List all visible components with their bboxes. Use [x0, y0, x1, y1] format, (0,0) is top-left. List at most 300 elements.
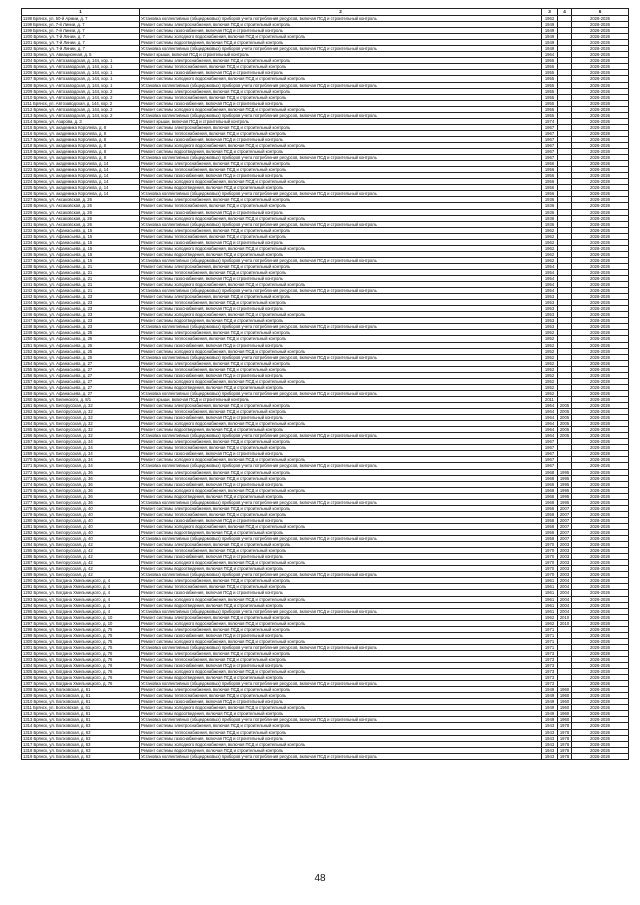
address-cell: 1238 Брянск, ул. Афанасьева, д. 21 [22, 263, 140, 269]
build-year-cell: 1952 [542, 390, 558, 396]
reconstruction-year-cell: 2007 [558, 523, 572, 529]
work-type-cell: Ремонт системы электроснабжения, включая ПСД и строительный контроль [140, 294, 542, 300]
build-year-cell: 1956 [542, 161, 558, 167]
address-cell: 1271 Брянск, ул. Белорусская, д. 34 [22, 463, 140, 469]
build-year-cell: 1952 [542, 330, 558, 336]
build-year-cell: 1952 [542, 360, 558, 366]
repair-period-cell: 2026-2026 [572, 481, 629, 487]
build-year-cell: 1968 [542, 493, 558, 499]
repair-period-cell: 2026-2026 [572, 463, 629, 469]
work-type-cell: Ремонт системы газоснабжения, включая ПСД и строительный контроль [140, 306, 542, 312]
build-year-cell: 1961 [542, 584, 558, 590]
work-type-cell: Ремонт системы теплоснабжения, включая ПСД и строительный контроль [140, 64, 542, 70]
work-type-cell: Ремонт системы холодного водоснабжения, включая ПСД и строительный контроль [140, 76, 542, 82]
work-type-cell: Ремонт системы холодного водоснабжения, включая ПСД и строительный контроль [140, 215, 542, 221]
build-year-cell: 1956 [542, 185, 558, 191]
build-year-cell: 1949 [542, 699, 558, 705]
address-cell: 1309 Брянск, ул. Болховская, д. 61 [22, 693, 140, 699]
address-cell: 1259 Брянск, ул. Афанасьева, д. 27 [22, 390, 140, 396]
address-cell: 1246 Брянск, ул. Афанасьева, д. 23 [22, 312, 140, 318]
address-cell: 1215 Брянск, ул. академика Королева, д. 8 [22, 124, 140, 130]
address-cell: 1225 Брянск, ул. академика Королева, д. 14 [22, 185, 140, 191]
reconstruction-year-cell: 1978 [558, 723, 572, 729]
build-year-cell: 1970 [542, 560, 558, 566]
work-type-cell: Ремонт системы теплоснабжения, включая ПСД и строительный контроль [140, 475, 542, 481]
reconstruction-year-cell: 2003 [558, 572, 572, 578]
reconstruction-year-cell: 1978 [558, 741, 572, 747]
address-cell: 1272 Брянск, ул. Белорусская, д. 36 [22, 469, 140, 475]
reconstruction-year-cell: 2005 [558, 403, 572, 409]
work-type-cell: Ремонт системы газоснабжения, включая ПСД и строительный контроль [140, 451, 542, 457]
repair-period-cell: 2026-2026 [572, 741, 629, 747]
work-type-cell: Ремонт системы холодного водоснабжения, включая ПСД и строительный контроль [140, 245, 542, 251]
work-type-cell: Ремонт системы холодного водоснабжения, включая ПСД и строительный контроль [140, 669, 542, 675]
address-cell: 1252 Брянск, ул. Афанасьева, д. 25 [22, 348, 140, 354]
build-year-cell: 1952 [542, 336, 558, 342]
address-cell: 1221 Брянск, ул. академика Королева, д. 14 [22, 161, 140, 167]
address-cell: 1206 Брянск, ул. Автозаводская, д. 144, кор. 1 [22, 70, 140, 76]
address-cell: 1267 Брянск, ул. Белорусская, д. 34 [22, 439, 140, 445]
build-year-cell: 1967 [542, 451, 558, 457]
repair-period-cell: 2026-2026 [572, 58, 629, 64]
address-cell: 1263 Брянск, ул. Белорусская, д. 32 [22, 415, 140, 421]
repair-period-cell: 2026-2026 [572, 40, 629, 46]
address-cell: 1273 Брянск, ул. Белорусская, д. 36 [22, 475, 140, 481]
address-cell: 1255 Брянск, ул. Афанасьева, д. 27 [22, 366, 140, 372]
address-cell: 1239 Брянск, ул. Афанасьева, д. 21 [22, 269, 140, 275]
build-year-cell: 1967 [542, 155, 558, 161]
repair-period-cell: 2026-2026 [572, 596, 629, 602]
work-type-cell: Ремонт системы электроснабжения, включая ПСД и строительный контроль [140, 330, 542, 336]
work-type-cell: Установка коллективных (общедомовых) приборов учета потребления ресурсов, включая ПСД и строительный контроль [140, 288, 542, 294]
work-type-cell: Ремонт системы водоотведения, включая ПСД и строительный контроль [140, 185, 542, 191]
reconstruction-year-cell: 2007 [558, 517, 572, 523]
build-year-cell: 1970 [542, 542, 558, 548]
reconstruction-year-cell: 2003 [558, 560, 572, 566]
build-year-cell: 1968 [542, 481, 558, 487]
address-cell: 1302 Брянск, ул. Богдана Хмельницкого, д. 76 [22, 650, 140, 656]
repair-period-cell: 2026-2026 [572, 288, 629, 294]
reconstruction-year-cell: 1995 [558, 481, 572, 487]
address-cell: 1211 Брянск, ул. Автозаводская, д. 144, кор. 2 [22, 100, 140, 106]
build-year-cell: 1949 [542, 34, 558, 40]
build-year-cell: 1970 [542, 554, 558, 560]
work-type-cell: Ремонт системы холодного водоснабжения, включая ПСД и строительный контроль [140, 142, 542, 148]
repair-period-cell: 2026-2026 [572, 390, 629, 396]
build-year-cell: 1954 [542, 269, 558, 275]
work-type-cell: Ремонт крыши, включая ПСД и строительный контроль [140, 396, 542, 402]
build-year-cell: 1958 [542, 505, 558, 511]
repair-period-cell: 2026-2026 [572, 705, 629, 711]
address-cell: 1286 Брянск, ул. Белорусская, д. 42 [22, 554, 140, 560]
build-year-cell: 1954 [542, 263, 558, 269]
address-cell: 1219 Брянск, ул. академика Королева, д. 8 [22, 149, 140, 155]
address-cell: 1205 Брянск, ул. Автозаводская, д. 144, кор. 1 [22, 64, 140, 70]
repair-period-cell: 2026-2026 [572, 451, 629, 457]
repair-period-cell: 2026-2026 [572, 723, 629, 729]
work-type-cell: Ремонт системы холодного водоснабжения, включая ПСД и строительный контроль [140, 312, 542, 318]
repair-period-cell: 2026-2026 [572, 536, 629, 542]
repair-period-cell: 2026-2026 [572, 378, 629, 384]
address-cell: 1258 Брянск, ул. Афанасьева, д. 27 [22, 384, 140, 390]
address-cell: 1230 Брянск, ул. Аксаковская, д. 26 [22, 215, 140, 221]
work-type-cell: Ремонт системы водоотведения, включая ПСД и строительный контроль [140, 40, 542, 46]
address-cell: 1308 Брянск, ул. Болховская, д. 61 [22, 687, 140, 693]
repair-period-cell: 2026-2026 [572, 82, 629, 88]
repair-period-cell: 2026-2026 [572, 167, 629, 173]
reconstruction-year-cell: 2003 [558, 542, 572, 548]
repair-period-cell: 2026-2026 [572, 221, 629, 227]
work-type-cell: Ремонт системы водоотведения, включая ПСД и строительный контроль [140, 251, 542, 257]
repair-period-cell: 2026-2026 [572, 197, 629, 203]
work-type-cell: Ремонт системы теплоснабжения, включая ПСД и строительный контроль [140, 548, 542, 554]
address-cell: 1251 Брянск, ул. Афанасьева, д. 25 [22, 342, 140, 348]
build-year-cell: 1961 [542, 602, 558, 608]
build-year-cell: 1964 [542, 415, 558, 421]
work-type-cell: Ремонт системы теплоснабжения, включая ПСД и строительный контроль [140, 94, 542, 100]
address-cell: 1250 Брянск, ул. Афанасьева, д. 25 [22, 336, 140, 342]
repair-period-cell: 2026-2026 [572, 28, 629, 34]
repair-period-cell: 2026-2026 [572, 161, 629, 167]
repair-period-cell: 2026-2026 [572, 179, 629, 185]
repair-period-cell: 2026-2026 [572, 421, 629, 427]
address-cell: 1283 Брянск, ул. Белорусская, д. 40 [22, 536, 140, 542]
address-cell: 1288 Брянск, ул. Белорусская, д. 42 [22, 566, 140, 572]
build-year-cell: 1953 [542, 306, 558, 312]
work-type-cell: Ремонт системы холодного водоснабжения, включая ПСД и строительный контроль [140, 378, 542, 384]
address-cell: 1254 Брянск, ул. Афанасьева, д. 27 [22, 360, 140, 366]
work-type-cell: Ремонт системы теплоснабжения, включая ПСД и строительный контроль [140, 693, 542, 699]
repair-period-cell: 2026-2026 [572, 499, 629, 505]
work-type-cell: Ремонт системы электроснабжения, включая ПСД и строительный контроль [140, 439, 542, 445]
reconstruction-year-cell: 2004 [558, 584, 572, 590]
build-year-cell: 1962 [542, 239, 558, 245]
reconstruction-year-cell: 1960 [558, 687, 572, 693]
work-type-cell: Ремонт системы водоотведения, включая ПСД и строительный контроль [140, 675, 542, 681]
repair-period-cell: 2026-2026 [572, 330, 629, 336]
work-type-cell: Установка коллективных (общедомовых) приборов учета потребления ресурсов, включая ПСД и строительный контроль [140, 155, 542, 161]
build-year-cell: 1958 [542, 517, 558, 523]
work-type-cell: Ремонт системы теплоснабжения, включая ПСД и строительный контроль [140, 233, 542, 239]
address-cell: 1279 Брянск, ул. Белорусская, д. 40 [22, 511, 140, 517]
build-year-cell: 1968 [542, 487, 558, 493]
repair-period-cell: 2026-2026 [572, 693, 629, 699]
work-type-cell: Установка коллективных (общедомовых) приборов учета потребления ресурсов, включая ПСД и строительный контроль [140, 753, 542, 759]
repair-period-cell: 2026-2026 [572, 560, 629, 566]
build-year-cell: 1973 [542, 663, 558, 669]
work-type-cell: Ремонт системы электроснабжения, включая ПСД и строительный контроль [140, 614, 542, 620]
work-type-cell: Ремонт системы электроснабжения, включая ПСД и строительный контроль [140, 197, 542, 203]
address-cell: 1203 Брянск, ул. Авиационная, д. 5 [22, 52, 140, 58]
work-type-cell: Ремонт системы газоснабжения, включая ПСД и строительный контроль [140, 481, 542, 487]
repair-period-cell: 2026-2026 [572, 124, 629, 130]
work-type-cell: Установка коллективных (общедомовых) приборов учета потребления ресурсов, включая ПСД и строительный контроль [140, 499, 542, 505]
repair-period-cell: 2026-2026 [572, 46, 629, 52]
address-cell: 1249 Брянск, ул. Афанасьева, д. 25 [22, 330, 140, 336]
build-year-cell: 1971 [542, 638, 558, 644]
work-type-cell: Ремонт системы холодного водоснабжения, включая ПСД и строительный контроль [140, 638, 542, 644]
address-cell: 1222 Брянск, ул. академика Королева, д. 14 [22, 167, 140, 173]
work-type-cell: Ремонт системы газоснабжения, включая ПСД и строительный контроль [140, 663, 542, 669]
build-year-cell: 1955 [542, 106, 558, 112]
build-year-cell: 1949 [542, 40, 558, 46]
build-year-cell: 1956 [542, 191, 558, 197]
repair-period-cell: 2026-2026 [572, 52, 629, 58]
reconstruction-year-cell: 1960 [558, 717, 572, 723]
work-type-cell: Ремонт крыши, включая ПСД и строительный контроль [140, 52, 542, 58]
address-cell: 1218 Брянск, ул. академика Королева, д. 8 [22, 142, 140, 148]
work-type-cell: Ремонт системы водоотведения, включая ПСД и строительный контроль [140, 384, 542, 390]
address-cell: 1266 Брянск, ул. Белорусская, д. 32 [22, 433, 140, 439]
table-body [22, 16, 629, 760]
build-year-cell: 1973 [542, 681, 558, 687]
build-year-cell: 1954 [542, 282, 558, 288]
address-cell: 1310 Брянск, ул. Болховская, д. 61 [22, 699, 140, 705]
address-cell: 1314 Брянск, ул. Болховская, д. 63 [22, 723, 140, 729]
address-cell: 1262 Брянск, ул. Белорусская, д. 32 [22, 409, 140, 415]
reconstruction-year-cell: 2005 [558, 415, 572, 421]
build-year-cell: 1968 [542, 499, 558, 505]
repair-period-cell: 2026-2026 [572, 34, 629, 40]
repair-period-cell: 2026-2026 [572, 699, 629, 705]
repair-period-cell: 2026-2026 [572, 64, 629, 70]
work-type-cell: Ремонт системы электроснабжения, включая ПСД и строительный контроль [140, 124, 542, 130]
repair-period-cell: 2026-2026 [572, 239, 629, 245]
build-year-cell: 1962 [542, 620, 558, 626]
build-year-cell: 1955 [542, 88, 558, 94]
work-type-cell: Установка коллективных (общедомовых) приборов учета потребления ресурсов, включая ПСД и строительный контроль [140, 82, 542, 88]
build-year-cell: 1967 [542, 439, 558, 445]
repair-period-cell: 2026-2026 [572, 251, 629, 257]
build-year-cell: 1958 [542, 511, 558, 517]
work-type-cell: Ремонт системы электроснабжения, включая ПСД и строительный контроль [140, 161, 542, 167]
address-cell: 1294 Брянск, ул. Богдана Хмельницкого, д. 4 [22, 602, 140, 608]
address-cell: 1307 Брянск, ул. Богдана Хмельницкого, д. 76 [22, 681, 140, 687]
repair-period-cell: 2026-2026 [572, 203, 629, 209]
reconstruction-year-cell: 1995 [558, 469, 572, 475]
build-year-cell: 1964 [542, 403, 558, 409]
address-cell: 1276 Брянск, ул. Белорусская, д. 36 [22, 493, 140, 499]
address-cell: 1235 Брянск, ул. Афанасьева, д. 15 [22, 245, 140, 251]
work-type-cell: Ремонт системы газоснабжения, включая ПСД и строительный контроль [140, 517, 542, 523]
build-year-cell: 1971 [542, 632, 558, 638]
work-type-cell: Ремонт системы водоотведения, включая ПСД и строительный контроль [140, 747, 542, 753]
repair-period-cell: 2026-2026 [572, 396, 629, 402]
repair-period-cell: 2026-2026 [572, 118, 629, 124]
work-type-cell: Ремонт системы водоотведения, включая ПСД и строительный контроль [140, 318, 542, 324]
build-year-cell: 1973 [542, 675, 558, 681]
work-type-cell: Ремонт системы электроснабжения, включая ПСД и строительный контроль [140, 626, 542, 632]
repair-period-cell: 2026-2026 [572, 433, 629, 439]
address-cell: 1227 Брянск, ул. Аксаковская, д. 26 [22, 197, 140, 203]
repair-period-cell: 2026-2026 [572, 717, 629, 723]
reconstruction-year-cell: 2010 [558, 620, 572, 626]
repair-period-cell: 2026-2026 [572, 735, 629, 741]
repair-period-cell: 2026-2026 [572, 505, 629, 511]
address-cell: 1209 Брянск, ул. Автозаводская, д. 144, кор. 2 [22, 88, 140, 94]
work-type-cell: Ремонт системы холодного водоснабжения, включая ПСД и строительный контроль [140, 421, 542, 427]
work-type-cell: Установка коллективных (общедомовых) приборов учета потребления ресурсов, включая ПСД и строительный контроль [140, 717, 542, 723]
repair-period-cell: 2026-2026 [572, 584, 629, 590]
repair-period-cell: 2026-2026 [572, 318, 629, 324]
work-type-cell: Ремонт системы теплоснабжения, включая ПСД и строительный контроль [140, 300, 542, 306]
work-type-cell: Ремонт системы теплоснабжения, включая ПСД и строительный контроль [140, 336, 542, 342]
build-year-cell: 1971 [542, 626, 558, 632]
build-year-cell: 1967 [542, 457, 558, 463]
work-type-cell: Установка коллективных (общедомовых) приборов учета потребления ресурсов, включая ПСД и строительный контроль [140, 112, 542, 118]
address-cell: 1296 Брянск, ул. Богдана Хмельницкого, д. 10 [22, 614, 140, 620]
build-year-cell: 1958 [542, 536, 558, 542]
repair-period-cell: 2026-2026 [572, 360, 629, 366]
address-cell: 1234 Брянск, ул. Афанасьева, д. 15 [22, 239, 140, 245]
work-type-cell: Ремонт системы газоснабжения, включая ПСД и строительный контроль [140, 209, 542, 215]
build-year-cell: 1968 [542, 475, 558, 481]
work-type-cell: Ремонт крыши, включая ПСД и строительный контроль [140, 118, 542, 124]
work-type-cell: Ремонт системы водоотведения, включая ПСД и строительный контроль [140, 149, 542, 155]
work-type-cell: Ремонт системы водоотведения, включая ПСД и строительный контроль [140, 566, 542, 572]
build-year-cell: 1973 [542, 650, 558, 656]
address-cell: 1243 Брянск, ул. Афанасьева, д. 23 [22, 294, 140, 300]
work-type-cell: Установка коллективных (общедомовых) приборов учета потребления ресурсов, включая ПСД и строительный контроль [140, 390, 542, 396]
repair-period-cell: 2026-2026 [572, 227, 629, 233]
build-year-cell: 1949 [542, 693, 558, 699]
address-cell: 1199 Брянск, ул. 7-й Линии, д. 7 [22, 22, 140, 28]
repair-period-cell: 2026-2026 [572, 100, 629, 106]
build-year-cell: 1949 [542, 46, 558, 52]
address-cell: 1261 Брянск, ул. Белорусская, д. 32 [22, 403, 140, 409]
work-type-cell: Ремонт системы холодного водоснабжения, включая ПСД и строительный контроль [140, 106, 542, 112]
header-col-3: 3 [542, 9, 558, 16]
repair-period-cell: 2026-2026 [572, 487, 629, 493]
address-cell: 1293 Брянск, ул. Богдана Хмельницкого, д. 4 [22, 596, 140, 602]
build-year-cell: 1967 [542, 142, 558, 148]
address-cell: 1316 Брянск, ул. Болховская, д. 63 [22, 735, 140, 741]
work-type-cell: Ремонт системы водоотведения, включая ПСД и строительный контроль [140, 493, 542, 499]
build-year-cell: 1936 [542, 209, 558, 215]
repair-period-cell: 2026-2026 [572, 155, 629, 161]
repair-period-cell: 2026-2026 [572, 602, 629, 608]
repair-period-cell: 2026-2026 [572, 590, 629, 596]
address-cell: 1228 Брянск, ул. Аксаковская, д. 26 [22, 203, 140, 209]
header-col-5: 6 [572, 9, 629, 16]
repair-period-cell: 2026-2026 [572, 403, 629, 409]
work-type-cell: Ремонт системы теплоснабжения, включая ПСД и строительный контроль [140, 203, 542, 209]
reconstruction-year-cell: 2005 [558, 427, 572, 433]
repair-period-cell: 2026-2026 [572, 650, 629, 656]
work-type-cell: Ремонт системы холодного водоснабжения, включая ПСД и строительный контроль [140, 560, 542, 566]
build-year-cell: 1962 [542, 233, 558, 239]
address-cell: 1214 Брянск, ул. Азарова, д. 3 [22, 118, 140, 124]
reconstruction-year-cell: 2005 [558, 433, 572, 439]
reconstruction-year-cell: 1995 [558, 487, 572, 493]
build-year-cell: 1936 [542, 221, 558, 227]
address-cell: 1223 Брянск, ул. академика Королева, д. 14 [22, 173, 140, 179]
work-type-cell: Ремонт системы теплоснабжения, включая ПСД и строительный контроль [140, 445, 542, 451]
address-cell: 1270 Брянск, ул. Белорусская, д. 34 [22, 457, 140, 463]
work-type-cell: Установка коллективных (общедомовых) приборов учета потребления ресурсов, включая ПСД и строительный контроль [140, 354, 542, 360]
address-cell: 1301 Брянск, ул. Богдана Хмельницкого, д. 75 [22, 644, 140, 650]
work-type-cell: Ремонт системы теплоснабжения, включая ПСД и строительный контроль [140, 584, 542, 590]
build-year-cell: 1943 [542, 729, 558, 735]
build-year-cell: 1967 [542, 463, 558, 469]
address-cell: 1318 Брянск, ул. Болховская, д. 63 [22, 747, 140, 753]
address-cell: 1305 Брянск, ул. Богдана Хмельницкого, д. 76 [22, 669, 140, 675]
repair-period-cell: 2026-2026 [572, 215, 629, 221]
build-year-cell: 1953 [542, 294, 558, 300]
build-year-cell: 1955 [542, 70, 558, 76]
address-cell: 1245 Брянск, ул. Афанасьева, д. 23 [22, 306, 140, 312]
address-cell: 1287 Брянск, ул. Белорусская, д. 42 [22, 560, 140, 566]
repair-period-cell: 2026-2026 [572, 324, 629, 330]
repair-period-cell: 2026-2026 [572, 511, 629, 517]
work-type-cell: Ремонт системы теплоснабжения, включая ПСД и строительный контроль [140, 269, 542, 275]
repair-period-cell: 2026-2026 [572, 306, 629, 312]
reconstruction-year-cell: 2003 [558, 566, 572, 572]
repair-period-cell: 2026-2026 [572, 614, 629, 620]
address-cell: 1241 Брянск, ул. Афанасьева, д. 21 [22, 282, 140, 288]
repair-period-cell: 2026-2026 [572, 457, 629, 463]
repair-period-cell: 2026-2026 [572, 753, 629, 759]
work-type-cell: Установка коллективных (общедомовых) приборов учета потребления ресурсов, включая ПСД и строительный контроль [140, 681, 542, 687]
address-cell: 1274 Брянск, ул. Белорусская, д. 36 [22, 481, 140, 487]
address-cell: 1199 Брянск, ул. 7-й Линии, д. 7 [22, 28, 140, 34]
reconstruction-year-cell: 2007 [558, 536, 572, 542]
header-col-4: 4 [558, 9, 572, 16]
repair-period-cell: 2026-2026 [572, 711, 629, 717]
address-cell: 1200 Брянск, ул. 7-й Линии, д. 7 [22, 34, 140, 40]
repair-period-cell: 2026-2026 [572, 342, 629, 348]
work-type-cell: Ремонт системы холодного водоснабжения, включая ПСД и строительный контроль [140, 179, 542, 185]
build-year-cell: 1961 [542, 590, 558, 596]
page-number: 48 [314, 873, 326, 884]
address-cell: 1208 Брянск, ул. Автозаводская, д. 144, кор. 1 [22, 82, 140, 88]
build-year-cell: 1955 [542, 82, 558, 88]
work-type-cell: Ремонт системы электроснабжения, включая ПСД и строительный контроль [140, 263, 542, 269]
repair-period-cell: 2026-2026 [572, 269, 629, 275]
table-row [22, 753, 629, 759]
reconstruction-year-cell: 2004 [558, 608, 572, 614]
repair-period-cell: 2026-2026 [572, 427, 629, 433]
build-year-cell: 1955 [542, 58, 558, 64]
work-type-cell: Ремонт системы газоснабжения, включая ПСД и строительный контроль [140, 372, 542, 378]
repair-period-cell: 2026-2026 [572, 112, 629, 118]
work-type-cell: Ремонт системы электроснабжения, включая ПСД и строительный контроль [140, 58, 542, 64]
work-type-cell: Ремонт системы газоснабжения, включая ПСД и строительный контроль [140, 699, 542, 705]
address-cell: 1242 Брянск, ул. Афанасьева, д. 21 [22, 288, 140, 294]
repair-period-cell: 2026-2026 [572, 94, 629, 100]
build-year-cell: 1964 [542, 409, 558, 415]
address-cell: 1319 Брянск, ул. Болховская, д. 63 [22, 753, 140, 759]
address-cell: 1300 Брянск, ул. Богдана Хмельницкого, д. 75 [22, 638, 140, 644]
build-year-cell: 1955 [542, 76, 558, 82]
work-type-cell: Ремонт системы электроснабжения, включая ПСД и строительный контроль [140, 360, 542, 366]
work-type-cell: Ремонт системы газоснабжения, включая ПСД и строительный контроль [140, 590, 542, 596]
work-type-cell: Ремонт системы электроснабжения, включая ПСД и строительный контроль [140, 542, 542, 548]
work-type-cell: Ремонт системы газоснабжения, включая ПСД и строительный контроль [140, 415, 542, 421]
repair-period-cell: 2026-2026 [572, 523, 629, 529]
repair-period-cell: 2026-2026 [572, 336, 629, 342]
work-type-cell: Ремонт системы холодного водоснабжения, включая ПСД и строительный контроль [140, 523, 542, 529]
repair-period-cell: 2026-2026 [572, 554, 629, 560]
build-year-cell: 1962 [542, 227, 558, 233]
address-cell: 1248 Брянск, ул. Афанасьева, д. 23 [22, 324, 140, 330]
repair-period-cell: 2026-2026 [572, 644, 629, 650]
work-type-cell: Установка коллективных (общедомовых) приборов учета потребления ресурсов, включая ПСД и строительный контроль [140, 644, 542, 650]
build-year-cell: 1968 [542, 469, 558, 475]
work-type-cell: Установка коллективных (общедомовых) приборов учета потребления ресурсов, включая ПСД и строительный контроль [140, 221, 542, 227]
address-cell: 1275 Брянск, ул. Белорусская, д. 36 [22, 487, 140, 493]
build-year-cell: 1936 [542, 203, 558, 209]
